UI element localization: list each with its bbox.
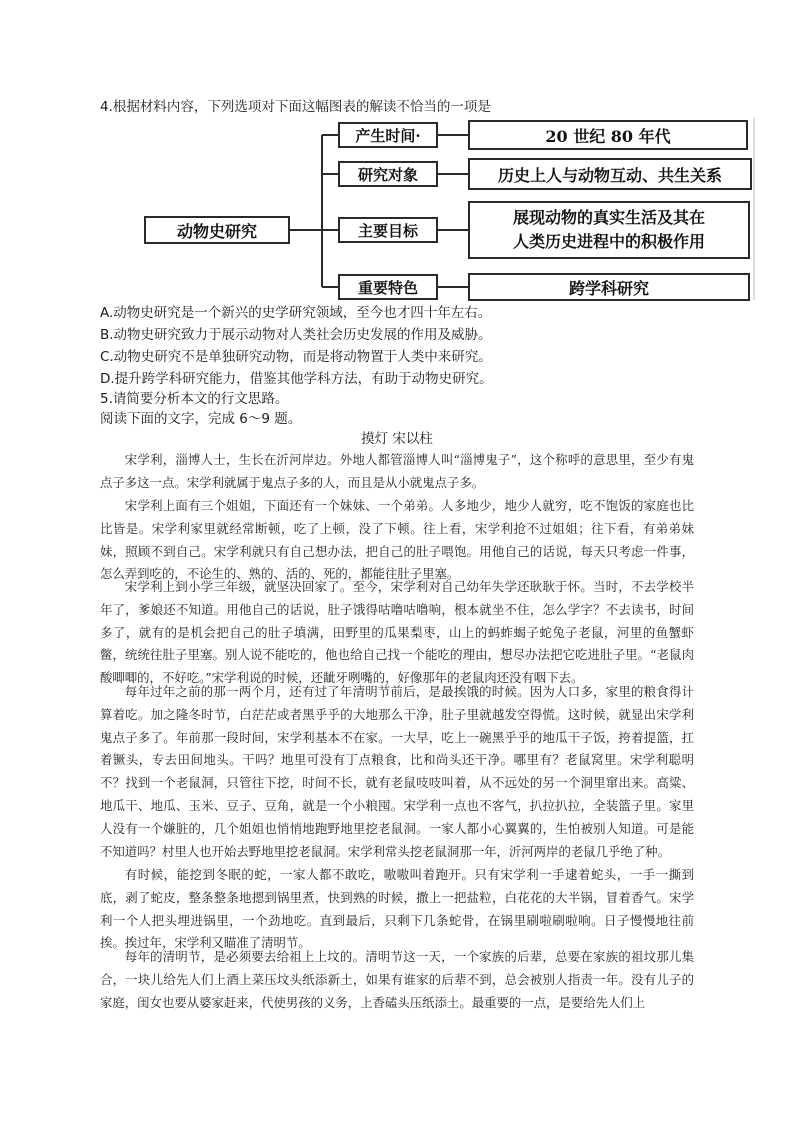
goal-line-1: 展现动物的真实生活及其在 bbox=[512, 208, 705, 227]
root-node: 动物史研究 bbox=[144, 216, 290, 244]
branch-value-goal bbox=[468, 201, 750, 259]
branch-value-feature: 跨学科研究 bbox=[468, 273, 750, 301]
branch-label-goal: 主要目标 bbox=[338, 217, 438, 243]
option-c: C.动物史研究不是单独研究动物，而是将动物置于人类中来研究。 bbox=[100, 349, 492, 365]
paragraph-6: 每年的清明节，是必须要去给祖上上坟的。清明节这一天，一个家族的后辈，总要在家族的祖坟那儿集合，一块儿给先人们上酒上菜压坟头纸添新土，如果有谁家的后辈不到，总会被别人指责一年。没有儿子的家庭，闺女也要从婆家赶来，代使男孩的义务，上香磕头压纸添土。最重要的一点，是要给先人们上 bbox=[100, 949, 694, 1010]
option-d: D.提升跨学科研究能力，借鉴其他学科方法，有助于动物史研究。 bbox=[100, 371, 493, 387]
branch-label-feature: 重要特色 bbox=[338, 274, 438, 300]
branch-label-object: 研究对象 bbox=[338, 161, 438, 187]
branch-value-object: 历史上人与动物互动、共生关系 bbox=[468, 158, 752, 190]
branch-label-time: 产生时间· bbox=[338, 122, 438, 148]
paragraph-5: 有时候，能挖到冬眠的蛇，一家人都不敢吃，嗷嗷叫着跑开。只有宋学利一手逮着蛇头，一手一撕到底，剥了蛇皮，整条整条地摁到锅里煮，快到熟的时候，撒上一把盐粒，白花花的大半锅，冒着香气。宋学利一个人把头埋进锅里，一个劲地吃。直到最后，只剩下几条蛇骨，在锅里刷啦刷啦响。日子慢慢地往前挨。挨过年，宋学利又瞄准了清明节。 bbox=[100, 867, 694, 951]
option-b: B.动物史研究致力于展示动物对人类社会历史发展的作用及威胁。 bbox=[100, 327, 492, 343]
branch-value-time: 20 世纪 80 年代 bbox=[468, 120, 748, 150]
question-5: 5.请简要分析本文的行文思路。 bbox=[100, 391, 289, 407]
mind-map-connectors bbox=[0, 0, 794, 310]
paragraph-2: 宋学利上面有三个姐姐，下面还有一个妹妹、一个弟弟。人多地少，地少人就穷，吃不饱饭的家庭也比比皆是。宋学利家里就经常断顿，吃了上顿，没了下顿。往上看，宋学利抢不过姐姐；往下看，有弟弟妹妹，照顾不到自己。宋学利就只有自己想办法，把自己的肚子喂饱。用他自己的话说，每天只考虑一件事，怎么弄到吃的，不论生的、熟的、活的、死的，都能往肚子里塞。 bbox=[100, 498, 694, 582]
reading-instruction: 阅读下面的文字，完成 6～9 题。 bbox=[100, 411, 302, 427]
story-title: 摸灯 宋以柱 bbox=[361, 431, 433, 447]
paragraph-1: 宋学利，淄博人士，生长在沂河岸边。外地人都管淄博人叫“淄博鬼子”，这个称呼的意思里，至少有鬼点子多这一点。宋学利就属于鬼点子多的人，而且是从小就鬼点子多。 bbox=[100, 452, 694, 490]
paragraph-4: 每年过年之前的那一两个月，还有过了年清明节前后，是最挨饿的时候。因为人口多，家里的粮食得计算着吃。加之隆冬时节，白茫茫或者黑乎乎的大地那么干净，肚子里就越发空得慌。这时候，就显出宋学利鬼点子多了。年前那一段时间，宋学利基本不在家。一大早，吃上一碗黑乎乎的地瓜干子饭，挎着提篮，扛着镢头，专去田间地头。干吗？地里可没有丁点粮食，比和尚头还干净。哪里有？老鼠窝里。宋学利聪明不？找到一个老鼠洞，只管往下挖，时间不长，就有老鼠吱吱叫着，从不远处的另一个洞里窜出来。高粱、地瓜干、地瓜、玉米、豆子、豆角，就是一个小粮囤。宋学利一点也不客气，扒拉扒拉，全装篮子里。家里人没有一个嫌脏的，几个姐姐也悄悄地跑野地里挖老鼠洞。一家人都小心翼翼的，生怕被别人知道。可是能不知道吗？村里人也开始去野地里挖老鼠洞。宋学利常头挖老鼠洞那一年，沂河两岸的老鼠几乎绝了种。 bbox=[100, 684, 694, 859]
option-a: A.动物史研究是一个新兴的史学研究领域，至今也才四十年左右。 bbox=[100, 305, 492, 321]
paragraph-3: 宋学利上到小学三年级，就坚决回家了。至今，宋学利对自己幼年失学还耿耿于怀。当时，不去学校半年了，爹娘还不知道。用他自己的话说，肚子饿得咕噜咕噜响，根本就坐不住，怎么学字？不去读书，时间多了，就有的是机会把自己的肚子填满，田野里的瓜果梨枣，山上的蚂蚱蝎子蛇兔子老鼠，河里的鱼蟹虾鳖，统统往肚子里塞。别人说不能吃的，他也给自己找一个能吃的理由，想尽办法把它吃进肚子里。“老鼠肉酸唧唧的，不好吃。”宋学利说的时候，还龇牙咧嘴的，好像那年的老鼠肉还没有咽下去。 bbox=[100, 579, 694, 686]
goal-line-2: 人类历史进程中的积极作用 bbox=[512, 232, 705, 251]
question-4: 4.根据材料内容，下列选项对下面这幅图表的解读不恰当的一项是 bbox=[100, 99, 491, 115]
